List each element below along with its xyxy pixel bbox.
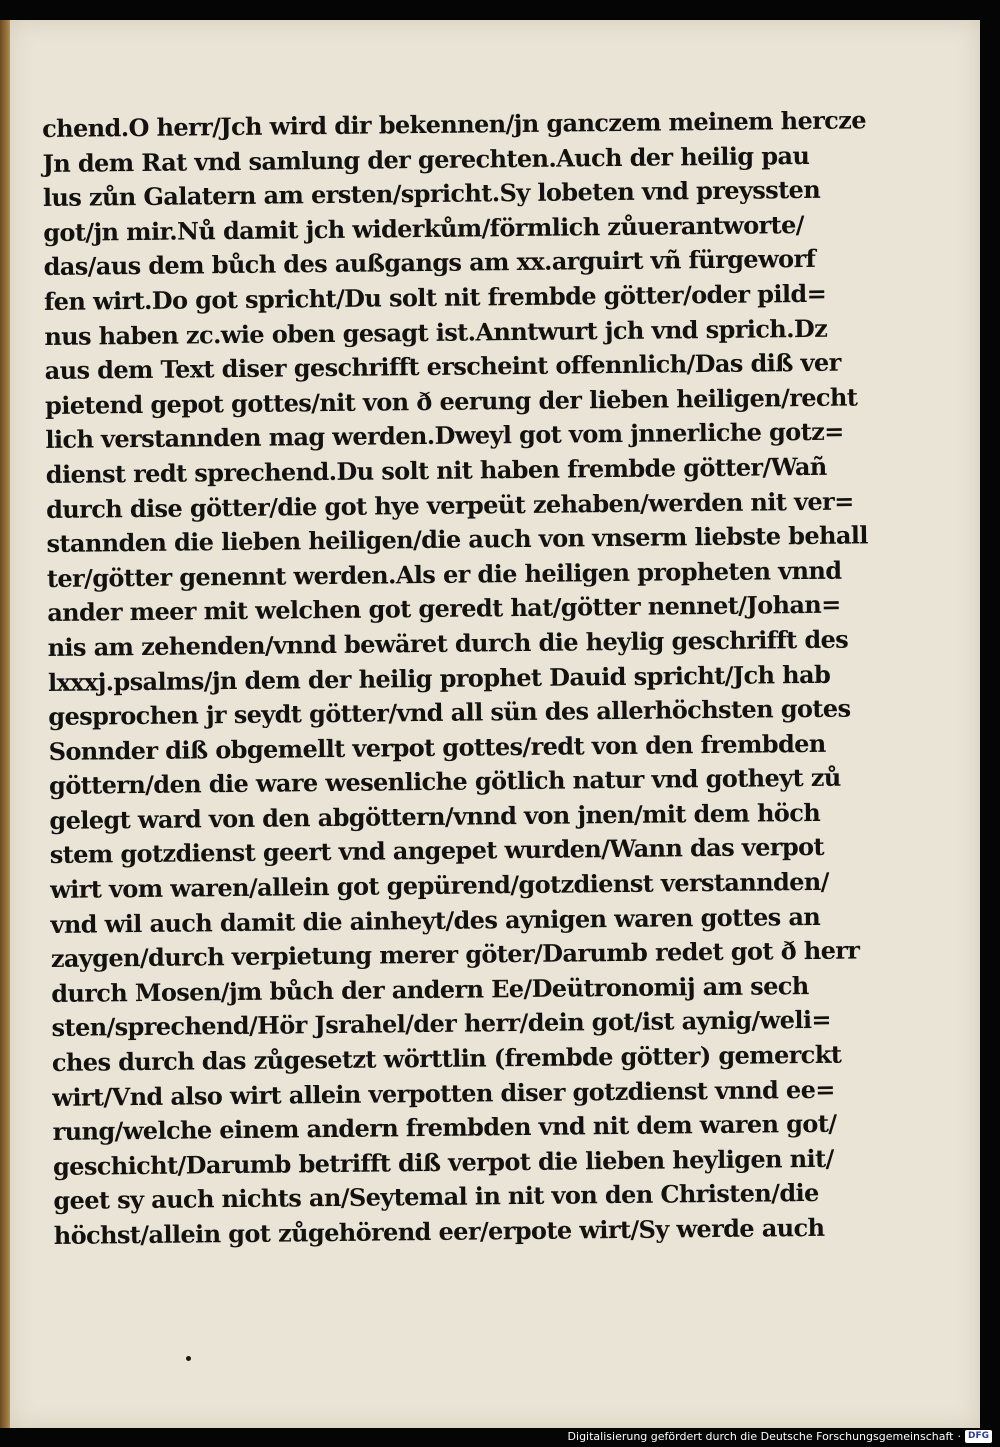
text-line: geschicht/Darumb betrifft diß verpot die lieben heyligen nit/ (52, 1143, 834, 1181)
text-line: ter/götter genennt werden.Als er die heiligen propheten vnnd (46, 555, 842, 593)
text-line: nus haben zc.wie oben gesagt ist.Anntwurt jch vnd sprich.Dz (44, 313, 828, 351)
ink-dot (186, 1356, 191, 1361)
text-line: wirt/Vnd also wirt allein verpotten diser gotzdienst vnnd ee= (52, 1074, 835, 1112)
text-line: zaygen/durch verpietung merer göter/Darumb redet got ð herr (50, 935, 860, 974)
text-line: lich verstannden mag werden.Dweyl got vom jnnerliche gotz= (45, 416, 844, 455)
text-line: gesprochen jr seydt götter/vnd all sün des allerhöchsten gotes (48, 693, 851, 732)
text-line: Jn dem Rat vnd samlung der gerechten.Auch der heilig pau (42, 140, 810, 178)
text-line: nis am zehenden/vnnd bewäret durch die heylig geschrifft des (47, 624, 849, 662)
text-line: rung/welche einem andern frembden vnd nit dem waren got/ (52, 1108, 837, 1147)
text-line: fen wirt.Do got spricht/Du solt nit frembde götter/oder pild= (43, 278, 827, 316)
text-line: chend.O herr/Jch wird dir bekennen/jn ganczem meinem hercze (42, 105, 867, 143)
text-line: lxxxj.psalms/jn dem der heilig prophet Dauid spricht/Jch hab (47, 659, 831, 697)
dfg-logo-icon: DFG (965, 1430, 992, 1443)
text-line: lus zůn Galatern am ersten/spricht.Sy lobeten vnd preyssten (42, 175, 821, 213)
text-line: aus dem Text diser geschrifft erscheint offennlich/Das diß ver (44, 347, 841, 386)
text-line: höchst/allein got zůgehörend eer/erpote wirt/Sy werde auch (53, 1212, 825, 1250)
text-line: das/aus dem bůch des außgangs am xx.arguirt vñ fürgeworf (43, 244, 816, 282)
text-line: gelegt ward von den abgöttern/vnnd von jnen/mit dem höch (49, 797, 821, 835)
text-line: geet sy auch nichts an/Seytemal in nit von den Christen/die (53, 1178, 819, 1216)
text-line: durch dise götter/die got hye verpeüt zehaben/werden nit ver= (46, 486, 854, 524)
text-line: pietend gepot gottes/nit von ð eerung der lieben heiligen/recht (44, 382, 858, 420)
text-line: vnd wil auch damit die ainheyt/des aynigen waren gottes an (50, 901, 821, 939)
text-line: stannden die lieben heiligen/die auch von vnserm liebste behall (46, 520, 869, 559)
text-line: ander meer mit welchen got geredt hat/götter nennet/Johan= (47, 589, 841, 628)
footer-credit-text: Digitalisierung gefördert durch die Deutsche Forschungsgemeinschaft (567, 1429, 954, 1443)
text-line: göttern/den die ware wesenliche götlich natur vnd gotheyt zů (48, 762, 841, 801)
text-line: dienst redt sprechend.Du solt nit haben frembde götter/Wañ (45, 451, 827, 489)
text-line: stem gotzdienst geert vnd angepet wurden/Wann das verpot (49, 832, 825, 870)
footer-separator: · (957, 1429, 961, 1443)
text-line: sten/sprechend/Hör Jsrahel/der herr/dein got/ist aynig/weli= (51, 1005, 832, 1043)
text-line: ches durch das zůgesetzt wörttlin (frembde götter) gemerckt (51, 1039, 842, 1077)
text-line: Sonnder diß obgemellt verpot gottes/redt von den frembden (48, 728, 826, 766)
text-line: durch Mosen/jm bůch der andern Ee/Deütronomij am sech (51, 970, 809, 1008)
body-text (42, 104, 869, 1253)
text-line: wirt vom waren/allein got gepürend/gotzdienst verstannden/ (49, 866, 830, 905)
digitization-footer (568, 1428, 992, 1444)
text-line: got/jn mir.Nů damit jch widerkům/förmlich zůuerantworte/ (43, 209, 805, 247)
